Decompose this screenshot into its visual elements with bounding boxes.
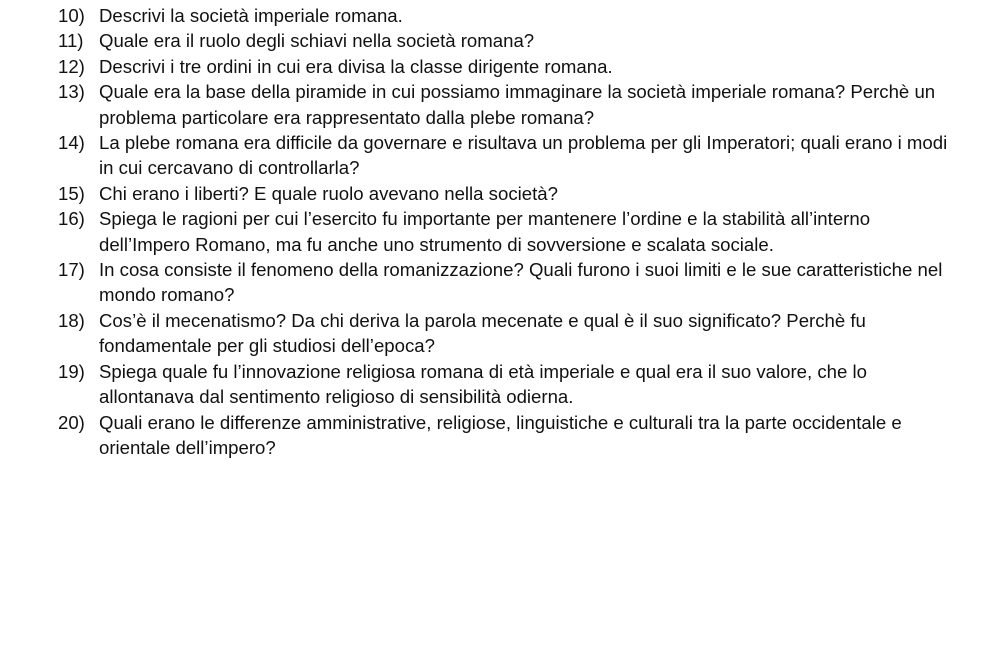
question-number: 12) xyxy=(58,55,85,77)
question-text: Quale era il ruolo degli schiavi nella società romana? xyxy=(99,30,535,52)
question-number: 19) xyxy=(58,360,85,382)
question-number: 18) xyxy=(58,309,85,331)
question-list xyxy=(58,3,958,460)
question-text: Quale era la base della piramide in cui possiamo immaginare la società imperiale romana? Perchè un problema particolare era rappresentato dalla plebe romana? xyxy=(99,81,936,128)
question-item xyxy=(58,257,958,308)
question-number: 17) xyxy=(58,259,85,281)
question-item xyxy=(58,359,958,410)
question-number: 13) xyxy=(58,81,85,103)
question-item xyxy=(58,3,958,28)
question-item xyxy=(58,130,958,181)
question-text: Descrivi i tre ordini in cui era divisa la classe dirigente romana. xyxy=(99,55,613,77)
question-text: Chi erano i liberti? E quale ruolo avevano nella società? xyxy=(99,182,558,204)
question-item xyxy=(58,28,958,53)
question-item xyxy=(58,206,958,257)
question-text: Spiega le ragioni per cui l’esercito fu importante per mantenere l’ordine e la stabilità all’interno dell’Impero Romano, ma fu anche uno strumento di sovversione e scalata sociale. xyxy=(99,208,871,255)
question-item xyxy=(58,308,958,359)
question-number: 15) xyxy=(58,182,85,204)
question-text: Cos’è il mecenatismo? Da chi deriva la parola mecenate e qual è il suo significato? Perchè fu fondamentale per gli studiosi dell’epoca? xyxy=(99,309,866,357)
question-number: 20) xyxy=(58,411,85,433)
question-number: 14) xyxy=(58,132,85,154)
question-text: Spiega quale fu l’innovazione religiosa romana di età imperiale e qual era il suo valore, che lo allontanava dal sentimento religioso di sensibilità odierna. xyxy=(99,360,867,408)
question-item xyxy=(58,410,958,461)
question-number: 11) xyxy=(58,30,84,52)
question-number: 10) xyxy=(58,5,85,26)
question-item xyxy=(58,54,958,79)
question-item xyxy=(58,181,958,206)
question-text: In cosa consiste il fenomeno della romanizzazione? Quali furono i suoi limiti e le sue caratteristiche nel mondo romano? xyxy=(99,259,943,306)
question-item xyxy=(58,79,958,130)
question-text: Quali erano le differenze amministrative, religiose, linguistiche e culturali tra la parte occidentale e orientale dell’impero? xyxy=(99,411,902,458)
question-number: 16) xyxy=(58,208,85,230)
question-text: La plebe romana era difficile da governare e risultava un problema per gli Imperatori; quali erano i modi in cui cercavano di controllarla? xyxy=(99,132,948,179)
question-text: Descrivi la società imperiale romana. xyxy=(99,5,403,26)
